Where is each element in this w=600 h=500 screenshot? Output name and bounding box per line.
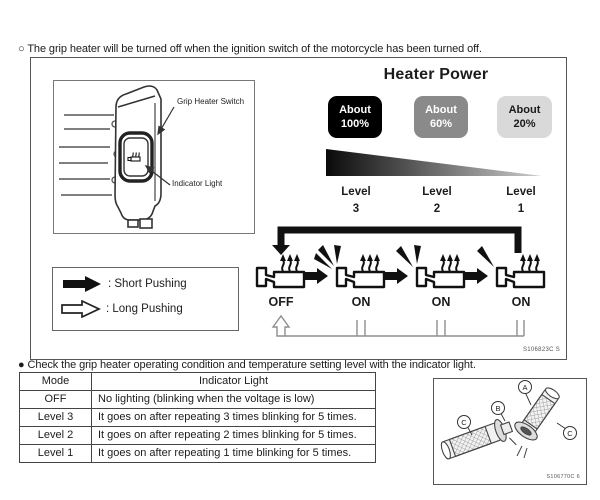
- short-push-arrow-icon: [304, 268, 328, 284]
- power-box-100: About 100%: [328, 96, 382, 138]
- state-label-on-3: ON: [351, 295, 371, 309]
- table-row: Level 2 It goes on after repeating 2 times blinking for 5 times.: [20, 427, 376, 445]
- state-label-off: OFF: [268, 295, 294, 309]
- push-legend-box: [52, 267, 239, 331]
- long-push-return-path: [265, 314, 537, 342]
- level-2-label: Level 2: [422, 186, 452, 215]
- grip-heater-icon-on-level2: [415, 246, 467, 290]
- grip-heater-icon-on-level3: [335, 246, 387, 290]
- heater-power-title: Heater Power: [383, 66, 489, 83]
- state-label-on-2: ON: [431, 295, 451, 309]
- open-circle-bullet-icon: ○: [18, 43, 25, 55]
- level-3-label: Level 3: [341, 186, 371, 215]
- indicator-light-label: Indicator Light: [172, 179, 223, 188]
- intro-note: [18, 43, 482, 55]
- callout-a: A: [518, 380, 532, 394]
- legend-short-push: : Short Pushing: [63, 276, 187, 292]
- grip-heater-icon-off: [255, 246, 307, 290]
- legend-long-push: : Long Pushing: [61, 300, 183, 318]
- check-note: [18, 359, 476, 371]
- callout-b: B: [491, 401, 505, 415]
- indicator-light-table: [19, 372, 376, 463]
- table-row: OFF No lighting (blinking when the voltage is low): [20, 391, 376, 409]
- intro-note-text: The grip heater will be turned off when the ignition switch of the motorcycle has been turned off.: [27, 43, 482, 55]
- short-push-arrow-icon: [384, 268, 408, 284]
- callout-c-right: C: [563, 426, 577, 440]
- grip-heater-switch-label: Grip Heater Switch: [177, 97, 245, 106]
- check-note-text: Check the grip heater operating condition and temperature setting level with the indicator light.: [27, 359, 476, 371]
- figure-code-parts: S106770C 6: [546, 474, 580, 480]
- callout-c-left: C: [457, 415, 471, 429]
- filled-circle-bullet-icon: ●: [18, 359, 25, 371]
- col-header-mode: Mode: [20, 373, 92, 391]
- power-gradient-wedge: [326, 147, 544, 178]
- table-row: Level 1 It goes on after repeating 1 time blinking for 5 times.: [20, 445, 376, 463]
- power-box-20: About 20%: [497, 96, 552, 138]
- table-header-row: [20, 373, 376, 391]
- col-header-indicator: Indicator Light: [92, 373, 376, 391]
- table-row: Level 3 It goes on after repeating 3 times blinking for 5 times.: [20, 409, 376, 427]
- long-push-arrow-icon: [61, 300, 101, 318]
- grip-heater-icon-on-level1: [495, 246, 547, 290]
- figure-code-main: S106823C S: [522, 347, 560, 353]
- power-box-60: About 60%: [414, 96, 468, 138]
- short-push-arrow-icon: [464, 268, 488, 284]
- short-push-arrow-icon: [63, 276, 103, 292]
- level-1-label: Level 1: [506, 186, 536, 215]
- state-label-on-1: ON: [511, 295, 531, 309]
